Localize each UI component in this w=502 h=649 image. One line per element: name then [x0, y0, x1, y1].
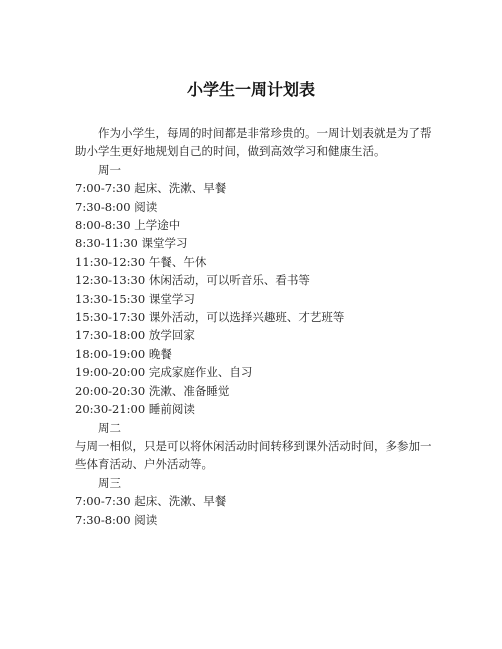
schedule-wednesday	[75, 492, 435, 529]
schedule-item: 19:00-20:00 完成家庭作业、自习	[75, 365, 253, 380]
schedule-item: 7:00-7:30 起床、洗漱、早餐	[75, 181, 227, 196]
schedule-item: 17:30-18:00 放学回家	[75, 328, 195, 343]
day-heading-tuesday: 周二	[98, 420, 121, 435]
tuesday-note: 与周一相似，只是可以将休闲活动时间转移到课外活动时间，多参加一些体育活动、户外活动等。	[75, 438, 432, 472]
schedule-item: 18:00-19:00 晚餐	[75, 346, 172, 361]
schedule-item: 13:30-15:30 课堂学习	[75, 291, 195, 306]
schedule-item: 11:30-12:30 午餐、午休	[75, 254, 207, 269]
document-title: 小学生一周计划表	[186, 80, 315, 99]
day-heading-wednesday: 周三	[98, 475, 121, 490]
schedule-item: 15:30-17:30 课外活动，可以选择兴趣班、才艺班等	[75, 310, 345, 325]
schedule-item: 20:30-21:00 睡前阅读	[75, 402, 195, 417]
schedule-monday	[75, 179, 435, 418]
schedule-item: 7:30-8:00 阅读	[75, 512, 158, 527]
document-body	[75, 124, 435, 529]
schedule-item: 12:30-13:30 休闲活动，可以听音乐、看书等	[75, 273, 310, 288]
schedule-item: 8:30-11:30 课堂学习	[75, 236, 188, 251]
schedule-item: 7:00-7:30 起床、洗漱、早餐	[75, 494, 227, 509]
day-heading-monday: 周一	[98, 162, 121, 177]
schedule-item: 20:00-20:30 洗漱、准备睡觉	[75, 383, 230, 398]
schedule-item: 8:00-8:30 上学途中	[75, 218, 181, 233]
schedule-item: 7:30-8:00 阅读	[75, 199, 158, 214]
intro-paragraph: 作为小学生，每周的时间都是非常珍贵的。一周计划表就是为了帮助小学生更好地规划自己的时间，做到高效学习和健康生活。	[75, 126, 432, 159]
